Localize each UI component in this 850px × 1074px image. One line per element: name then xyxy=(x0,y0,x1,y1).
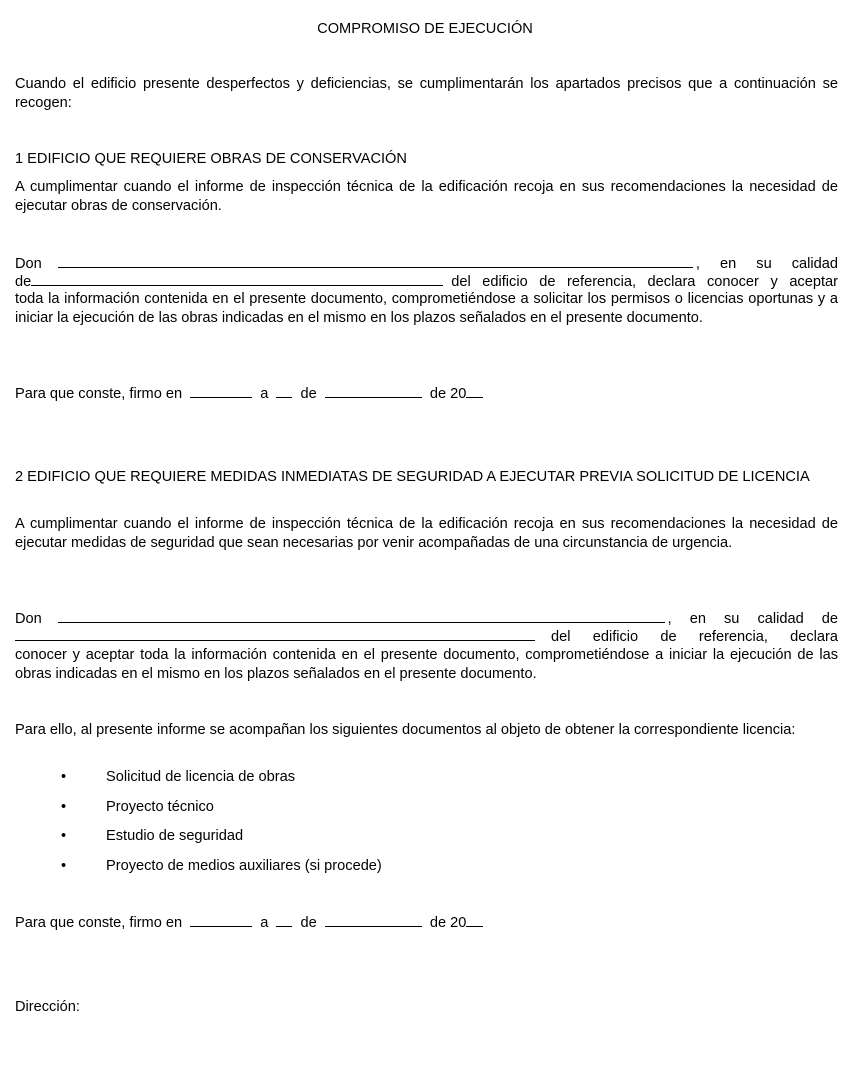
section-2-docs-intro: Para ello, al presente informe se acompañan los siguientes documentos al objeto de obtener la correspondiente licencia: xyxy=(15,722,796,738)
section-2-year-field[interactable] xyxy=(466,913,483,927)
document-item-label: Proyecto de medios auxiliares (si procede) xyxy=(106,857,382,874)
section-2-body: conocer y aceptar toda la información contenida en el presente documento, comprometiéndose a iniciar la ejecución de las obras indicadas en el mismo en los plazos señalados en el presente documento. xyxy=(15,647,838,682)
section-1-signature-line xyxy=(15,384,838,404)
document-item-label: Solicitud de licencia de obras xyxy=(106,769,296,785)
section-1-heading: 1 EDIFICIO QUE REQUIERE OBRAS DE CONSERVACIÓN xyxy=(15,151,407,167)
section-1-line2-rest: del edificio de referencia, declara conocer y aceptar xyxy=(451,274,838,290)
section-2-day-field[interactable] xyxy=(276,913,292,927)
list-item xyxy=(15,768,838,798)
section-1-year-field[interactable] xyxy=(466,384,483,398)
section-2-don-label: Don xyxy=(15,611,42,627)
section-2-de-line xyxy=(15,627,838,647)
section-1-place-field[interactable] xyxy=(190,384,252,398)
section-1-description: A cumplimentar cuando el informe de inspección técnica de la edificación recoja en sus recomendaciones la necesidad de ejecutar obras de conservación. xyxy=(15,179,838,214)
bullet-icon: • xyxy=(61,857,67,874)
section-2-description: A cumplimentar cuando el informe de inspección técnica de la edificación recoja en sus recomendaciones la necesidad de ejecutar medidas de seguridad que sean necesarias por venir acompañadas de una circunstancia de urgencia. xyxy=(15,516,838,551)
section-2-don-line xyxy=(15,609,838,629)
bullet-icon: • xyxy=(61,828,67,844)
section-2-sign-a: a xyxy=(260,915,269,931)
section-2-sign-year: de 20 xyxy=(429,915,467,931)
document-item-label: Estudio de seguridad xyxy=(106,828,244,844)
section-1-de-line xyxy=(15,272,838,292)
document-title: COMPROMISO DE EJECUCIÓN xyxy=(317,21,533,37)
section-1-de-label: de xyxy=(15,274,32,290)
section-1-role-field[interactable] xyxy=(31,272,443,286)
intro-paragraph: Cuando el edificio presente desperfectos y deficiencias, se cumplimentarán los apartados precisos que a continuación se recogen: xyxy=(15,76,838,111)
section-2-line2-rest: del edificio de referencia, declara xyxy=(551,629,838,645)
section-1-don-line xyxy=(15,254,838,274)
section-2-signature-line xyxy=(15,913,838,933)
section-1-sign-year: de 20 xyxy=(429,386,467,402)
list-item xyxy=(15,857,838,887)
bullet-icon: • xyxy=(61,769,67,785)
section-2-month-field[interactable] xyxy=(325,913,422,927)
section-1-don-label: Don xyxy=(15,256,42,272)
section-2-calidad-label: , en su calidad de xyxy=(667,611,838,627)
section-2-documents-list xyxy=(15,768,838,886)
section-1-day-field[interactable] xyxy=(276,384,292,398)
section-1-sign-prefix: Para que conste, firmo en xyxy=(15,386,183,402)
section-2-name-field[interactable] xyxy=(58,609,665,623)
list-item xyxy=(15,798,838,828)
section-2-place-field[interactable] xyxy=(190,913,252,927)
section-2-role-field[interactable] xyxy=(15,627,535,641)
bullet-icon: • xyxy=(61,798,67,815)
section-1-name-field[interactable] xyxy=(58,254,693,268)
direccion-label: Dirección: xyxy=(15,999,80,1015)
section-1-body: toda la información contenida en el presente documento, comprometiéndose a solicitar los permisos o licencias oportunas y a iniciar la ejecución de las obras indicadas en el mismo en los plazos señalados en el presente documento. xyxy=(15,291,838,326)
section-2-heading: 2 EDIFICIO QUE REQUIERE MEDIDAS INMEDIATAS DE SEGURIDAD A EJECUTAR PREVIA SOLICITUD DE LICENCIA xyxy=(15,469,810,485)
section-1-month-field[interactable] xyxy=(325,384,422,398)
section-2-sign-de: de xyxy=(300,915,317,931)
section-1-sign-a: a xyxy=(260,386,269,402)
section-1-sign-de: de xyxy=(300,386,317,402)
section-1-calidad-label: , en su calidad xyxy=(695,256,838,272)
document-item-label: Proyecto técnico xyxy=(106,798,214,815)
list-item xyxy=(15,827,838,857)
section-2-sign-prefix: Para que conste, firmo en xyxy=(15,915,183,931)
